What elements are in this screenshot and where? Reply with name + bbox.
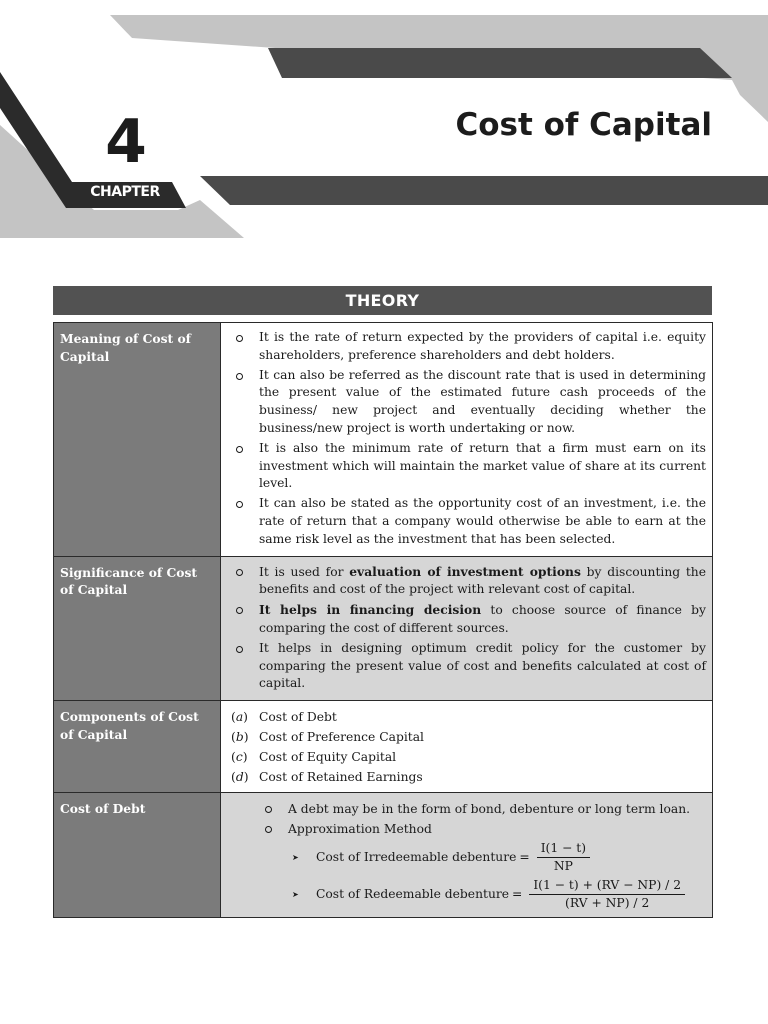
table-row-meaning (54, 323, 713, 557)
row-content-cost-of-debt (221, 793, 713, 918)
row-content-components (221, 701, 713, 793)
list-item: (d) Cost of Retained Earnings (231, 770, 423, 785)
chapter-title: Cost of Capital (455, 107, 712, 143)
significance-bullet-list (233, 563, 706, 694)
bullet-icon (236, 373, 243, 380)
list-item: (a) Cost of Debt (231, 710, 337, 725)
chapter-label: CHAPTER (90, 184, 160, 200)
bullet-icon (236, 569, 243, 576)
row-content-meaning (221, 323, 713, 557)
bullet-icon (236, 501, 243, 508)
list-item: (b) Cost of Preference Capital (231, 730, 424, 745)
bullet-icon (236, 646, 243, 653)
arrowhead-icon: ➤ (292, 889, 299, 899)
list-item: It can also be referred as the discount rate that is used in determining the present value of the estimated future cash proceeds of the business/ new project and eventually deciding whether the business/new project is worth undertaking or now. (233, 367, 706, 438)
formula-irredeemable: ➤ Cost of Irredeemable debenture = $\frac{I(1 - t)}{NP}$ (262, 840, 706, 875)
list-item: A debt may be in the form of bond, debenture or long term loan. (262, 799, 706, 819)
formula-redeemable: ➤ Cost of Redeemable debenture = $\frac{I(1 - t) + (RV - NP) / 2}{(RV + NP) / 2}$ (262, 877, 706, 912)
list-item: It helps in designing optimum credit policy for the customer by comparing the present value of cost and benefits calculated at cost of capital. (233, 640, 706, 693)
list-item: It is the rate of return expected by the providers of capital i.e. equity shareholders, preference shareholders and debt holders. (233, 329, 706, 365)
bullet-icon (265, 806, 272, 813)
list-item: It is also the minimum rate of return that a firm must earn on its investment which will maintain the market value of share at its current level. (233, 440, 706, 493)
list-item: Approximation Method (262, 819, 706, 839)
row-label-components: Components of Cost of Capital (54, 701, 221, 793)
bullet-icon (236, 446, 243, 453)
bullet-icon (236, 335, 243, 342)
table-row-cost-of-debt (54, 793, 713, 918)
table-row-significance (54, 556, 713, 701)
list-item: It helps in financing decision to choose source of finance by comparing the cost of different sources. (233, 601, 706, 638)
row-label-meaning: Meaning of Cost of Capital (54, 323, 221, 557)
bullet-icon (236, 607, 243, 614)
theory-table (53, 322, 713, 918)
components-list (233, 707, 706, 787)
bullet-icon (265, 826, 272, 833)
row-label-significance: Significance of Cost of Capital (54, 556, 221, 701)
banner-top-dark-stripe (268, 48, 732, 78)
row-label-cost-of-debt: Cost of Debt (54, 793, 221, 918)
arrowhead-icon: ➤ (292, 852, 299, 862)
fraction: $\frac{I(1 - t) + (RV - NP) / 2}{(RV + NP) / 2}$ (529, 877, 685, 912)
row-content-significance (221, 556, 713, 701)
chapter-number: 4 (105, 107, 147, 177)
cost-of-debt-list (233, 799, 706, 912)
fraction: $\frac{I(1 - t)}{NP}$ (537, 840, 590, 875)
list-item: (c) Cost of Equity Capital (231, 750, 397, 765)
meaning-bullet-list (233, 329, 706, 549)
list-item: It is used for evaluation of investment options by discounting the benefits and cost of the project with relevant cost of capital. (233, 563, 706, 600)
banner-bottom-dark-stripe (200, 176, 768, 205)
list-item: It can also be stated as the opportunity cost of an investment, i.e. the rate of return that a company would otherwise be able to earn at the same risk level as the investment that has been selected. (233, 495, 706, 548)
table-row-components (54, 701, 713, 793)
section-heading-theory: THEORY (53, 286, 712, 315)
